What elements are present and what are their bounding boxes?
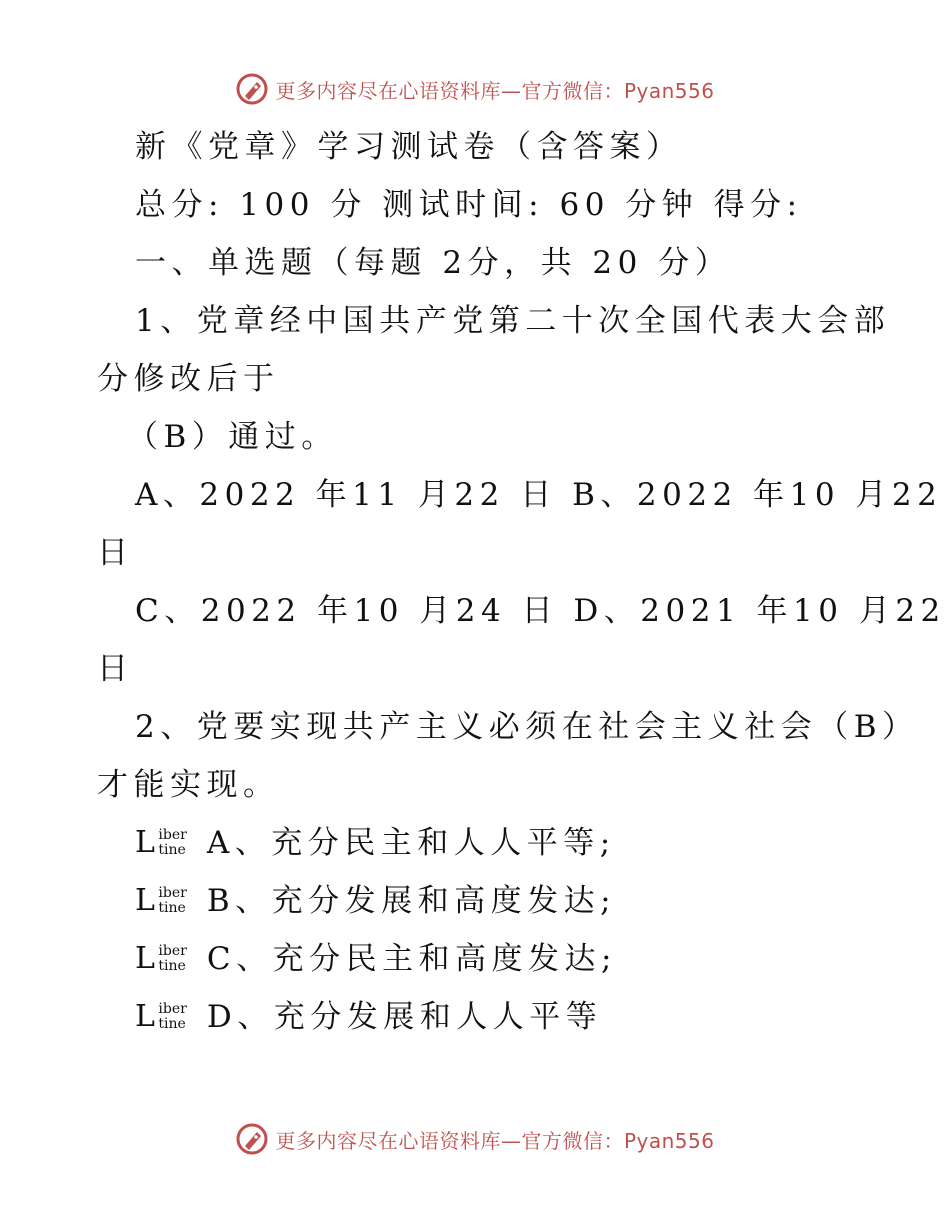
doc-meta: 总分: 100 分 测试时间: 60 分钟 得分:	[135, 187, 803, 223]
q2-option-a	[97, 814, 842, 872]
watermark-footer	[0, 1122, 950, 1156]
q2-stem-line1: 2、党要实现共产主义必须在社会主义社会（B）	[135, 709, 919, 745]
section-heading: 一、单选题（每题 2分，共 20 分）	[135, 245, 732, 281]
document-body	[97, 118, 946, 1046]
q1-stem-line1: 1、党章经中国共产党第二十次全国代表大会部	[135, 303, 891, 339]
doc-title: 新《党章》学习测试卷（含答案）	[135, 129, 683, 165]
q1-options-ab: A、2022 年11 月22 日 B、2022 年10 月22	[135, 477, 943, 513]
q1-options-cd-cont: 日	[97, 651, 134, 687]
q1-stem-line2: 分修改后于	[97, 361, 280, 397]
q1-options-cd: C、2022 年10 月24 日 D、2021 年10 月22	[135, 593, 946, 629]
libertine-glyph: L iber tine	[135, 883, 187, 918]
q2-option-a-text: A、充分民主和人人平等;	[206, 825, 616, 861]
libertine-glyph: L iber tine	[135, 999, 187, 1034]
q2-option-c-text: C、充分民主和高度发达;	[206, 941, 618, 977]
pen-nib-logo-icon	[235, 1122, 269, 1156]
q1-options-ab-cont: 日	[97, 535, 134, 571]
libertine-glyph: L iber tine	[135, 941, 187, 976]
libertine-glyph: L iber tine	[135, 825, 187, 860]
watermark-text: 更多内容尽在心语资料库—官方微信：Pyan556	[275, 1128, 715, 1153]
q2-option-b-text: B、充分发展和高度发达;	[206, 883, 617, 919]
watermark-header	[0, 72, 950, 106]
q1-stem-line3: （B）通过。	[127, 419, 338, 455]
pen-nib-logo-icon	[235, 72, 269, 106]
q2-option-d-text: D、充分发展和人人平等	[206, 999, 603, 1035]
q2-option-b	[97, 872, 842, 930]
q2-option-c	[97, 930, 842, 988]
watermark-text: 更多内容尽在心语资料库—官方微信：Pyan556	[275, 78, 715, 103]
q2-stem-line2: 才能实现。	[97, 767, 280, 803]
q2-option-d	[97, 988, 842, 1046]
